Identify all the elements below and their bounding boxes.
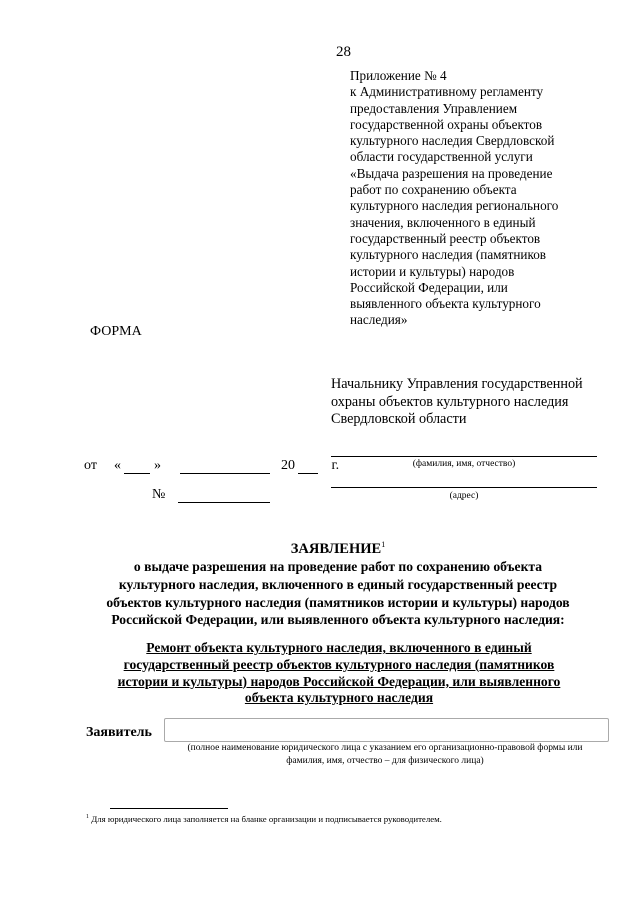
name-caption: (фамилия, имя, отчество)	[412, 459, 516, 469]
footnote-marker: 1	[381, 540, 386, 549]
appendix-line: культурного наследия регионального	[350, 198, 559, 214]
footnote-text: Для юридического лица заполняется на бланке организации и подписывается руководителем.	[91, 814, 442, 824]
open-quote: «	[113, 458, 121, 473]
appendix-line: «Выдача разрешения на проведение	[350, 165, 553, 181]
close-quote: »	[153, 458, 161, 473]
appendix-line: истории и культуры) народов	[350, 263, 515, 279]
name-input-line[interactable]	[331, 456, 597, 457]
form-label: ФОРМА	[90, 324, 142, 339]
title-line: объектов культурного наследия (памятников истории и культуры) народов	[106, 594, 570, 610]
addressee-line: Начальнику Управления государственной	[331, 376, 583, 392]
footnote	[86, 814, 442, 824]
appendix-line: культурного наследия (памятников	[350, 247, 547, 263]
appendix-line: культурного наследия Свердловской	[350, 133, 555, 149]
appendix-line: Приложение № 4	[350, 68, 447, 83]
from-label: от	[84, 458, 97, 473]
addressee-line: охраны объектов культурного наследия	[331, 393, 569, 410]
appendix-line: государственной охраны объектов	[350, 116, 543, 132]
statement-title	[64, 536, 612, 629]
number-row	[152, 487, 270, 503]
applicant-input[interactable]	[164, 718, 609, 742]
subject-line: объекта культурного наследия	[244, 690, 434, 706]
year-prefix: 20	[280, 458, 295, 473]
address-input-line[interactable]	[331, 487, 597, 488]
subject-line: Ремонт объекта культурного наследия, включенного в единый	[146, 640, 532, 655]
year-field[interactable]	[298, 461, 318, 474]
day-field[interactable]	[124, 461, 150, 474]
appendix-line: области государственной услуги	[350, 149, 533, 165]
subject-line: истории и культуры) народов Российской Федерации, или выявленного	[117, 673, 561, 689]
applicant-caption: (полное наименование юридического лица с указанием его организационно-правовой формы или фамилия, имя, отчество – для физического лица)	[187, 743, 583, 766]
subject-line: государственный реестр объектов культурного наследия (памятников	[123, 656, 555, 672]
number-label: №	[152, 487, 166, 502]
applicant-label: Заявитель	[86, 725, 152, 740]
appendix-line: государственный реестр объектов	[350, 230, 541, 246]
page-number: 28	[336, 44, 351, 60]
appendix-line: значения, включенного в единый	[350, 214, 536, 230]
work-subject	[78, 640, 600, 707]
statement-heading: ЗАЯВЛЕНИЕ$^1$	[290, 540, 386, 557]
appendix-line: выявленного объекта культурного	[350, 296, 541, 312]
appendix-line: работ по сохранению объекта	[350, 182, 517, 198]
addressee-block	[331, 376, 611, 429]
appendix-line: к Административному регламенту	[350, 84, 544, 100]
year-suffix: г.	[331, 458, 340, 473]
title-line: о выдаче разрешения на проведение работ по сохранению объекта	[133, 559, 543, 575]
footnote-divider	[110, 808, 228, 809]
appendix-line: наследия»	[350, 312, 408, 328]
appendix-line: предоставления Управлением	[350, 100, 518, 116]
title-line: культурного наследия, включенного в единый государственный реестр	[118, 577, 558, 593]
month-field[interactable]	[180, 461, 270, 474]
addressee-line: Свердловской области	[331, 411, 467, 427]
number-field[interactable]	[178, 490, 270, 503]
appendix-line: Российской Федерации, или	[350, 279, 508, 295]
address-caption: (адрес)	[449, 491, 479, 501]
date-row	[84, 458, 339, 474]
title-line: Российской Федерации, или выявленного объекта культурного наследия:	[111, 612, 565, 628]
footnote-marker: 1	[86, 814, 89, 821]
appendix-header	[350, 68, 612, 329]
